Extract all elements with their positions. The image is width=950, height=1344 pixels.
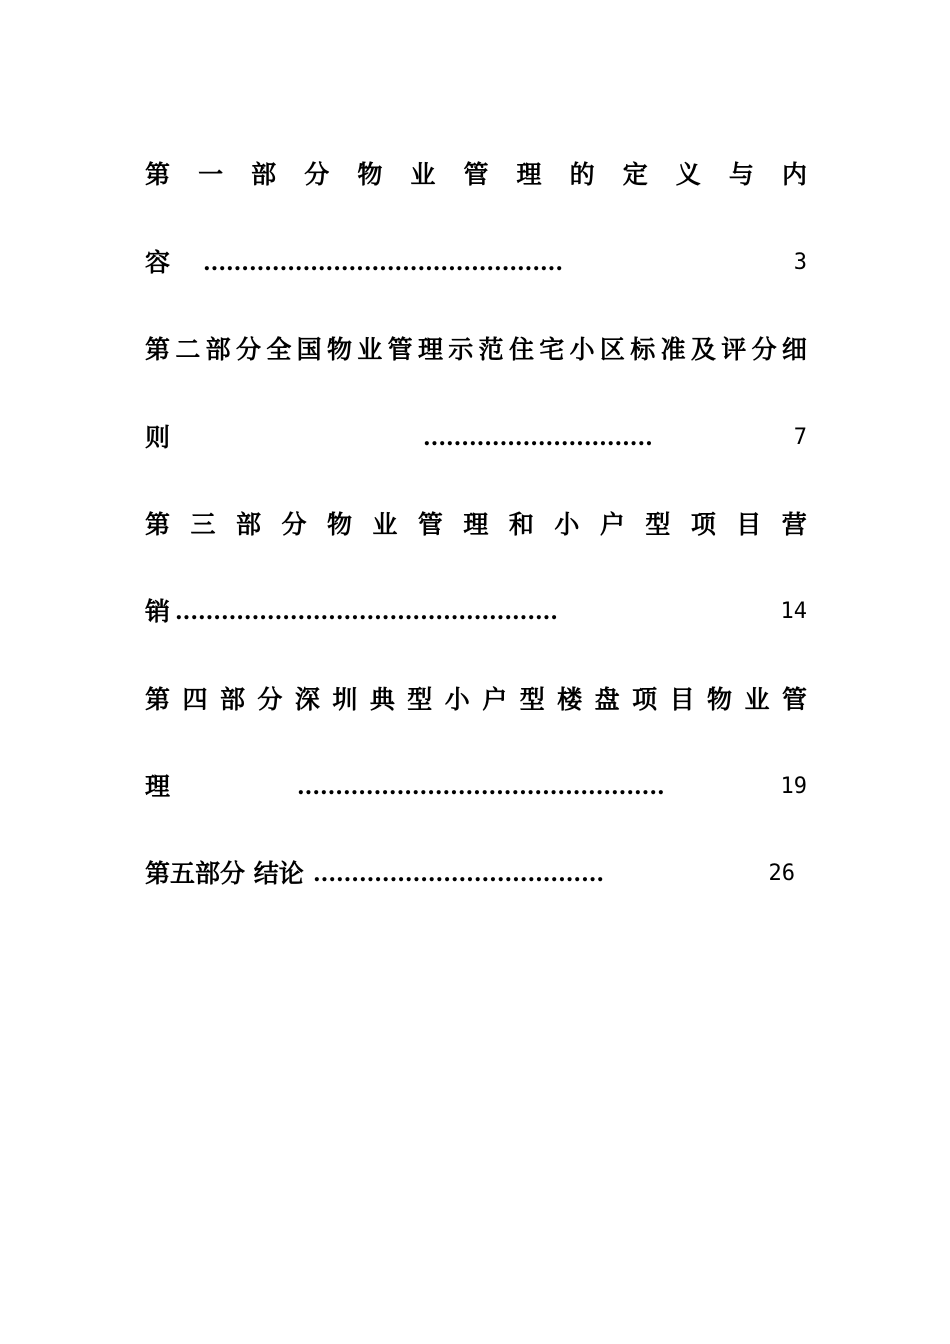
- toc-entry-5-leader: ......................................: [313, 861, 605, 887]
- toc-entry-1-title-tail: 容: [145, 248, 171, 277]
- toc-title-char: 盘: [594, 685, 620, 714]
- toc-entry-3-title-tail: 销: [145, 597, 171, 626]
- toc-title-char: 第: [145, 160, 171, 189]
- toc-title-char: 分: [281, 510, 307, 539]
- toc-title-char: 四: [182, 685, 208, 714]
- toc-title-char: 分: [304, 160, 330, 189]
- toc-title-char: 深: [294, 685, 320, 714]
- toc-entry-4-page[interactable]: 19: [780, 774, 807, 799]
- toc-title-char: 型: [407, 685, 433, 714]
- toc-title-char: 范: [478, 335, 504, 364]
- toc-entry-2-title-tail: 则: [145, 423, 171, 452]
- toc-title-char: 准: [660, 335, 686, 364]
- toc-entry-2-title: [145, 330, 807, 370]
- toc-title-char: 部: [205, 335, 231, 364]
- toc-entry-1-leader: ...............................................: [203, 250, 563, 276]
- toc-title-char: 义: [675, 160, 701, 189]
- toc-entry-3-title: [145, 505, 807, 545]
- toc-title-char: 物: [326, 335, 352, 364]
- toc-title-char: 项: [632, 685, 658, 714]
- toc-title-char: 部: [219, 685, 245, 714]
- toc-title-char: 三: [190, 510, 216, 539]
- toc-title-char: 楼: [557, 685, 583, 714]
- toc-title-char: 管: [781, 685, 807, 714]
- toc-entry-5-page[interactable]: 26: [768, 861, 795, 886]
- toc-title-char: 示: [448, 335, 474, 364]
- toc-title-char: 的: [569, 160, 595, 189]
- toc-title-char: 住: [508, 335, 534, 364]
- toc-entry-3-page[interactable]: 14: [780, 599, 807, 624]
- toc-title-char: 户: [599, 510, 625, 539]
- toc-title-char: 一: [198, 160, 224, 189]
- toc-title-char: 业: [357, 335, 383, 364]
- toc-title-char: 部: [251, 160, 277, 189]
- toc-title-char: 营: [781, 510, 807, 539]
- toc-title-char: 项: [690, 510, 716, 539]
- toc-entry-3-continuation: [145, 592, 807, 632]
- toc-title-char: 业: [372, 510, 398, 539]
- toc-title-char: 型: [645, 510, 671, 539]
- toc-title-char: 业: [744, 685, 770, 714]
- toc-title-char: 国: [296, 335, 322, 364]
- toc-title-char: 细: [781, 335, 807, 364]
- toc-title-char: 管: [417, 510, 443, 539]
- toc-entry-4-title-tail: 理: [145, 772, 171, 801]
- toc-entry-4-leader: ................................................: [297, 774, 665, 800]
- toc-entry-1-title: [145, 155, 807, 195]
- toc-title-char: 全: [266, 335, 292, 364]
- toc-title-char: 分: [257, 685, 283, 714]
- toc-title-char: 理: [516, 160, 542, 189]
- toc-title-char: 管: [387, 335, 413, 364]
- toc-title-char: 二: [175, 335, 201, 364]
- toc-title-char: 第: [145, 510, 171, 539]
- toc-entry-2-continuation: [145, 418, 807, 458]
- toc-title-char: 宅: [539, 335, 565, 364]
- toc-title-char: 和: [508, 510, 534, 539]
- toc-title-char: 小: [444, 685, 470, 714]
- toc-title-char: 目: [669, 685, 695, 714]
- toc-title-char: 典: [369, 685, 395, 714]
- toc-title-char: 评: [721, 335, 747, 364]
- toc-title-char: 标: [630, 335, 656, 364]
- toc-title-char: 小: [554, 510, 580, 539]
- toc-title-char: 分: [751, 335, 777, 364]
- toc-title-char: 管: [463, 160, 489, 189]
- toc-title-char: 第: [145, 685, 171, 714]
- toc-title-char: 小: [569, 335, 595, 364]
- toc-entry-5-title: 第五部分 结论: [145, 859, 304, 888]
- toc-title-char: 圳: [332, 685, 358, 714]
- toc-title-char: 部: [235, 510, 261, 539]
- toc-title-char: 定: [622, 160, 648, 189]
- toc-entry-5: [145, 854, 807, 894]
- toc-entry-4-continuation: [145, 767, 807, 807]
- toc-title-char: 理: [417, 335, 443, 364]
- toc-entry-3-leader: ..................................................: [175, 599, 558, 625]
- toc-title-char: 与: [728, 160, 754, 189]
- toc-title-char: 第: [145, 335, 171, 364]
- toc-title-char: 分: [235, 335, 261, 364]
- toc-entry-2-page[interactable]: 7: [793, 425, 807, 450]
- toc-title-char: 物: [357, 160, 383, 189]
- toc-entry-4-title: [145, 680, 807, 720]
- toc-title-char: 户: [482, 685, 508, 714]
- toc-entry-1-page[interactable]: 3: [793, 250, 807, 275]
- toc-entry-1-continuation: [145, 243, 807, 283]
- toc-entry-2-leader: ..............................: [423, 425, 653, 451]
- toc-title-char: 物: [326, 510, 352, 539]
- toc-title-char: 理: [463, 510, 489, 539]
- toc-title-char: 及: [690, 335, 716, 364]
- toc-title-char: 业: [410, 160, 436, 189]
- toc-title-char: 物: [707, 685, 733, 714]
- toc-title-char: 区: [599, 335, 625, 364]
- toc-title-char: 内: [781, 160, 807, 189]
- toc-title-char: 型: [519, 685, 545, 714]
- toc-title-char: 目: [736, 510, 762, 539]
